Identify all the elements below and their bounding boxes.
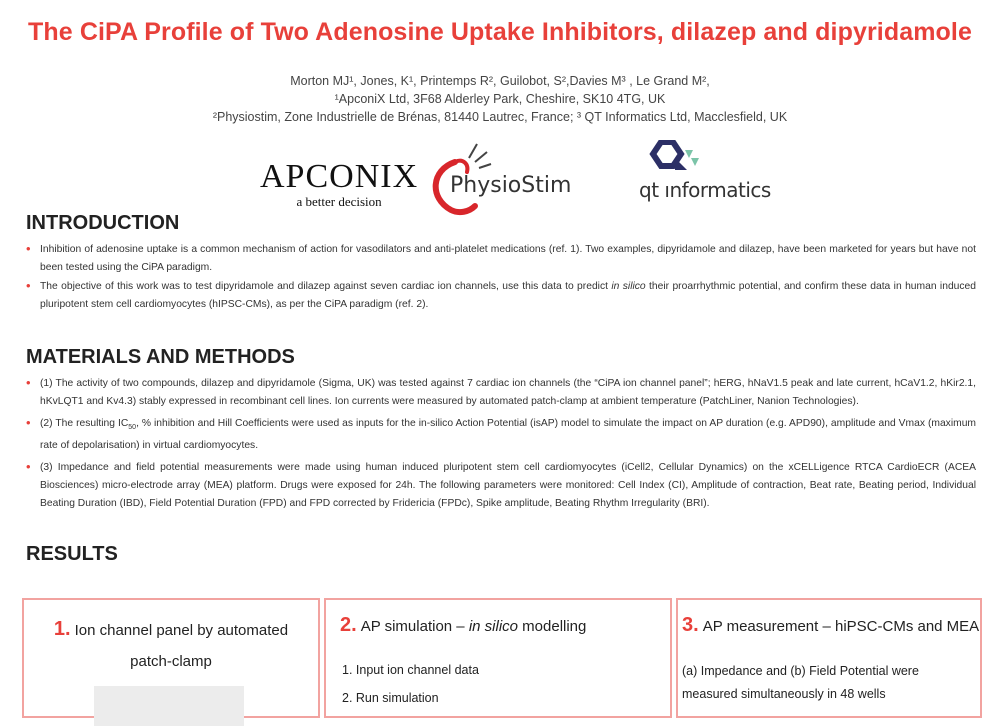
- results-box-1: [22, 598, 320, 718]
- physiostim-logo-text: PhysioStim: [450, 173, 572, 198]
- introduction-bullets: [26, 241, 976, 315]
- introduction-heading: INTRODUCTION: [26, 212, 180, 234]
- apconix-tagline: a better decision: [296, 194, 382, 209]
- methods-bullet-2: • (2) The resulting $IC_{50}$, % inhibition and Hill Coefficients were used as inputs for the in-silico Action Potential (isAP) model to simulate the impact on AP duration (e.g. APD90), amplitude and Vmax (maximum rate of depolarisation) in virtual cardiomyocytes.: [26, 415, 976, 455]
- box2-title: 2. AP simulation – in silico modelling: [340, 614, 587, 636]
- apconix-logo-text: APCONIX: [260, 158, 419, 195]
- logo-row: [250, 140, 810, 216]
- qt-informatics-mark-icon: [647, 140, 707, 180]
- poster-title: The CiPA Profile of Two Adenosine Uptake Inhibitors, dilazep and dipyridamole: [28, 18, 972, 46]
- box2-step-1: 1. Input ion channel data: [342, 663, 479, 677]
- box3-text: (a) Impedance and (b) Field Potential were measured simultaneously in 48 wells: [682, 664, 919, 701]
- box2-step-2: 2. Run simulation: [342, 691, 439, 705]
- authors-line: Morton MJ¹, Jones, K¹, Printemps R², Guilobot, S²,Davies M³ , Le Grand M²,: [290, 74, 710, 88]
- intro-bullet-2: • The objective of this work was to test dipyridamole and dilazep against seven cardiac ion channels, use this data to predict in silico their proarrhythmic potential, and confirm these data in human induced pluripotent stem cell cardiomyocytes (hIPSC-CMs), as per the CiPA paradigm (ref. 2).: [26, 278, 976, 314]
- methods-bullets: [26, 375, 976, 514]
- box1-title: 1. Ion channel panel by automated patch-clamp: [53, 618, 289, 670]
- methods-bullet-3: • (3) Impedance and field potential measurements were made using human induced pluripotent stem cell cardiomyocytes (iCell2, Cellular Dynamics) on the xCELLigence RTCA CardioECR (ACEA Biosciences) micro-electrode array (MEA) platform. Drugs were exposed for 24h. The following parameters were monitored: Cell Index (CI), Amplitude of contraction, Beat rate, Beating period, Individual Beating Duration (IBD), Field Potential Duration (FPD) and FPD corrected by Fridericia (FPDc), Spike amplitude, Beating Rhythm Irregularity (BRI).: [26, 459, 976, 513]
- methods-heading: MATERIALS AND METHODS: [26, 346, 295, 368]
- qt-informatics-logo-text: qt ınformatics: [639, 178, 771, 202]
- box3-title: 3. AP measurement – hiPSC-CMs and MEA: [682, 614, 980, 636]
- physiostim-logo: [425, 140, 595, 216]
- results-heading: RESULTS: [26, 543, 118, 565]
- affiliation-1: ¹ApconiX Ltd, 3F68 Alderley Park, Cheshire, SK10 4TG, UK: [334, 92, 666, 106]
- box1-figure: [94, 686, 244, 726]
- qt-informatics-logo: [635, 140, 785, 216]
- intro-bullet-1: • Inhibition of adenosine uptake is a common mechanism of action for vasodilators and anti-platelet medications (ref. 1). Two examples, dipyridamole and dilazep, have been marketed for years but have not been tested using the CiPA paradigm.: [26, 241, 976, 277]
- box2-steps: [342, 656, 479, 712]
- methods-bullet-1: • (1) The activity of two compounds, dilazep and dipyridamole (Sigma, UK) was tested against 7 cardiac ion channels (the “CiPA ion channel panel”; hERG, hNaV1.5 peak and late current, hCaV1.2, hKir2.1, hKvLQT1 and Kv4.3) stably expressed in recombinant cell lines. Ion currents were measured by automated patch-clamp at ambient temperature (PatchLiner, Nanion Technologies).: [26, 375, 976, 411]
- affiliation-2: ²Physiostim, Zone Industrielle de Brénas, 81440 Lautrec, France; ³ QT Informatics Ltd, Macclesfield, UK: [212, 110, 788, 124]
- author-block: [0, 72, 1000, 126]
- results-box-2: [324, 598, 672, 718]
- results-box-3: [676, 598, 982, 718]
- apconix-logo: [260, 160, 418, 210]
